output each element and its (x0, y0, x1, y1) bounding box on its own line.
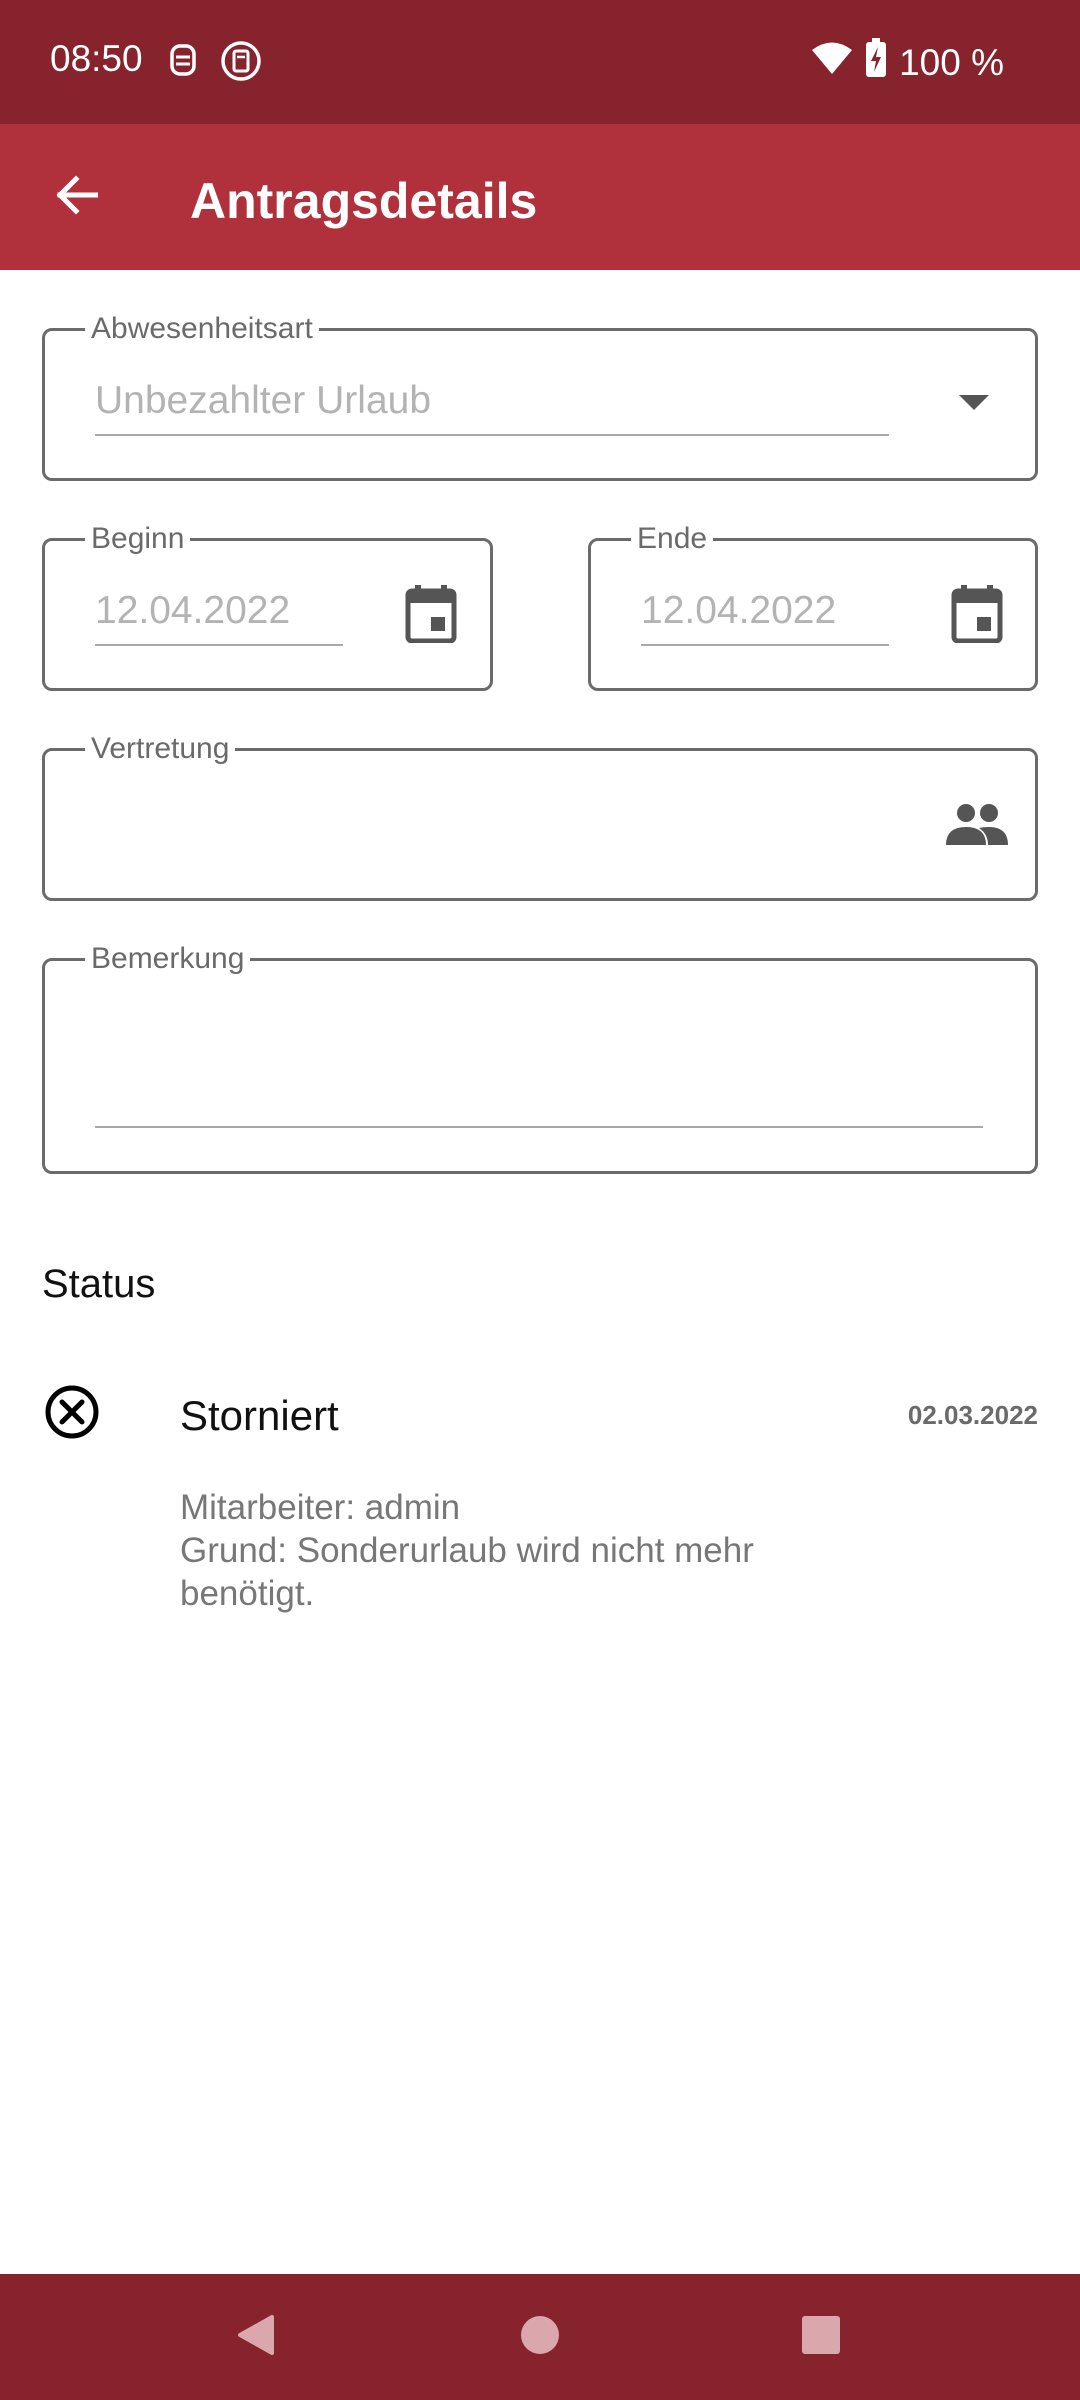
arrow-back-icon (54, 173, 98, 222)
end-date-field[interactable] (588, 522, 1038, 691)
calendar-icon[interactable] (951, 585, 1003, 648)
end-date-underline (641, 644, 889, 646)
cancel-circle-icon (44, 1384, 100, 1445)
battery-charging-icon (865, 38, 887, 87)
back-button[interactable] (40, 161, 112, 233)
status-time: 08:50 (50, 38, 143, 79)
status-date: 02.03.2022 (907, 1400, 1038, 1430)
nav-back-icon (234, 2313, 278, 2362)
status-employee: Mitarbeiter: admin (180, 1488, 461, 1527)
page-title: Antragsdetails (190, 173, 538, 229)
absence-type-select[interactable] (42, 312, 1038, 481)
dropdown-arrow-icon[interactable] (959, 395, 989, 416)
app-bar (0, 124, 1080, 270)
battery-percent: 100 % (899, 41, 1004, 83)
nav-recents-button[interactable] (788, 2304, 854, 2370)
screenshot-icon (220, 40, 262, 87)
status-bar (0, 0, 1080, 124)
status-detail (180, 1486, 820, 1615)
status-reason: Grund: Sonderurlaub wird nicht mehr benötigt. (180, 1531, 754, 1613)
nav-home-icon (519, 2314, 561, 2361)
start-date-value: 12.04.2022 (95, 589, 291, 632)
status-heading: Status (42, 1262, 156, 1306)
end-date-value: 12.04.2022 (641, 589, 837, 632)
nav-recents-icon (800, 2314, 842, 2361)
substitute-field[interactable] (42, 732, 1038, 901)
absence-type-label: Abwesenheitsart (85, 311, 319, 347)
remark-label: Bemerkung (85, 941, 250, 977)
remark-field[interactable] (42, 942, 1038, 1174)
calendar-icon[interactable] (405, 585, 457, 648)
absence-type-underline (95, 434, 889, 436)
substitute-label: Vertretung (85, 731, 235, 767)
start-date-label: Beginn (85, 521, 190, 557)
status-title: Storniert (180, 1392, 339, 1439)
start-date-underline (95, 644, 343, 646)
people-icon[interactable] (945, 803, 1009, 852)
nav-home-button[interactable] (507, 2304, 573, 2370)
nav-back-button[interactable] (223, 2304, 289, 2370)
notification-icon (168, 40, 198, 85)
absence-type-value: Unbezahlter Urlaub (95, 379, 432, 422)
end-date-label: Ende (631, 521, 713, 557)
start-date-field[interactable] (42, 522, 493, 691)
navigation-bar (0, 2274, 1080, 2400)
wifi-icon (811, 41, 853, 84)
remark-underline (95, 1126, 983, 1128)
